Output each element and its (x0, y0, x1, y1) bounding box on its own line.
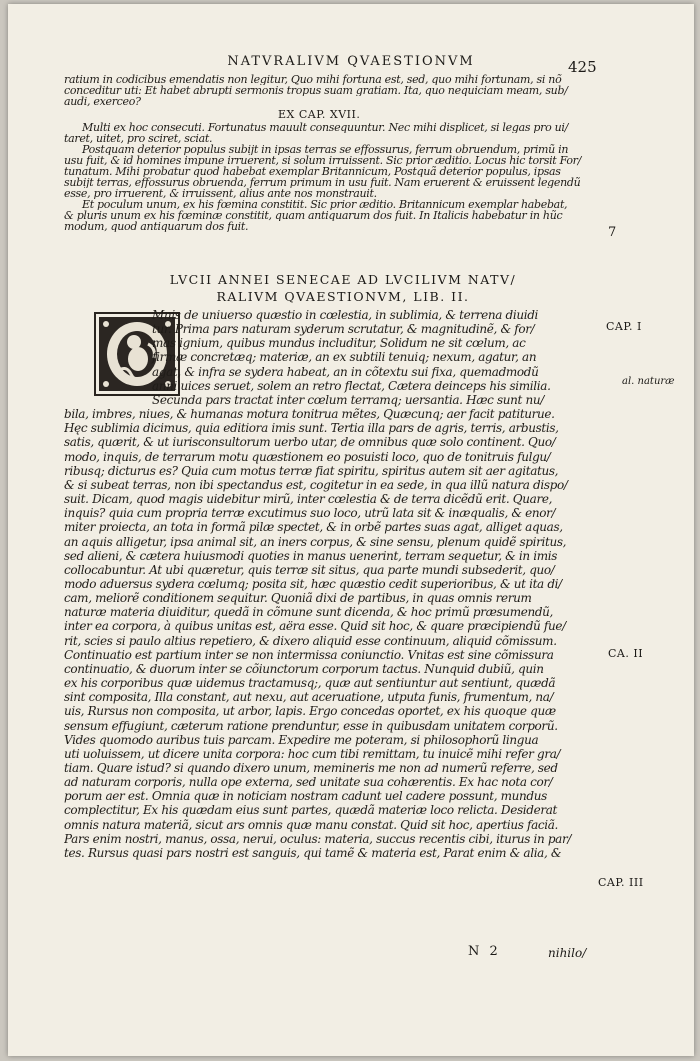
text-line: uis, Rursus non composita, ut arbor, lapis. Ergo concedas oportet, ex his quoque quæ (64, 704, 556, 719)
signature-mark: N 2 (468, 944, 501, 959)
book-page (8, 4, 694, 1056)
text-line: ex his corporibus quæ uidemus tractamusq;, quæ aut sentiuntur aut sentiunt, quædã (64, 676, 556, 691)
catchword: nihilo/ (548, 946, 587, 960)
text-line: tur. Prima pars naturam syderum scrutatur, & magnitudinẽ, & for/ (152, 322, 535, 337)
top-commentary-block (64, 74, 596, 107)
commentary-line: conceditur uti: Et habet abrupti sermonis tropus suam gratiam. Ita, quo nequiciam meam, sub/ (64, 85, 568, 96)
text-line: ad naturam corporis, nulla ope externa, sed unitate sua cohærentis. Ex hac nota cor/ (64, 775, 553, 790)
text-line: Pars enim nostri, manus, ossa, nerui, oculus: materia, succus recentis cibi, iturus in par/ (64, 831, 572, 846)
book-title-line-2: RALIVM QVAESTIONVM, LIB. II. (216, 289, 470, 304)
commentary-line: usu fuit, & id homines impune irruerent, si solum irruissent. Sic prior æditio. Locus hic torsit For/ (64, 155, 582, 166)
commentary-line: tunatum. Mihi probatur quod habebat exemplar Britannicum, Postquã deterior populus, ipsas (64, 166, 561, 177)
text-line: Secunda pars tractat inter cœlum terramq; uersantia. Hæc sunt nu/ (152, 392, 544, 407)
page-number: 425 (568, 58, 597, 76)
commentary-line: & pluris unum ex his fœminæ constitit, quam antiquarum dos fuit. In Italicis habebatur in hũc (64, 210, 563, 221)
text-line: inquis? quia cum propria terræ excutimus suo loco, utrũ lata sit & inæqualis, & enor/ (64, 506, 556, 521)
book-title-line-1: LVCII ANNEI SENECAE AD LVCILIVM NATV/ (169, 272, 517, 287)
text-line: collocabuntur. At ubi quæretur, quis terræ sit situs, qua parte mundi subsederit, quo/ (64, 562, 555, 577)
text-line: continuatio, & duorum inter se cõiunctorum corporum tactus. Nunquid dubiũ, quin (64, 661, 544, 676)
text-line: porum aer est. Omnia quæ in noticiam nostram cadunt uel cadere possunt, mundus (64, 789, 547, 804)
text-line: & si subeat terras, non ibi spectandus est, cogitetur in ea sede, in qua illũ natura dispo/ (64, 477, 568, 492)
text-line: Hęc sublimia dicimus, quia editiora imis sunt. Tertia illa pars de agris, terris, arbustis, (64, 421, 559, 436)
text-line: satis, quærit, & ut iurisconsultorum uerbo utar, de omnibus quæ solo continent. Quo/ (64, 435, 556, 450)
text-line: Vides quomodo auribus tuis parcam. Expedire me poteram, si philosophorũ lingua (64, 732, 539, 747)
text-line: bila, imbres, niues, & humanas motura tonitrua mẽtes, Quæcunq; aer facit patiturue. (64, 407, 555, 422)
text-line: miter proiecta, an tota in formã pilæ spectet, & in orbẽ partes suas agat, alliget aquas, (64, 520, 563, 535)
margin-cap-1: CAP. I (606, 320, 642, 333)
text-line: Continuatio est partium inter se non intermissa coniunctio. Vnitas est sine cõmissura (64, 647, 554, 662)
margin-cap-3: CAP. III (598, 876, 644, 889)
text-line: cam, meliorẽ conditionem sequitur. Quoniã dixi de partibus, in quas omnis rerum (64, 591, 532, 606)
text-line: modo aduersus sydera cœlumq; posita sit, hæc quæstio cedit superioribus, & ut ita di/ (64, 576, 562, 591)
commentary-line: Et poculum unum, ex his fœmina constitit. Sic prior æditio. Britannicum exemplar habebat, (82, 199, 568, 210)
chapter-heading: EX CAP. XVII. (278, 108, 361, 121)
text-line: modo, inquis, de terrarum motu quæstionem eo posuisti loco, quo de tonitruis fulgu/ (64, 449, 551, 464)
text-line: sed alieni, & cætera huiusmodi quoties in manus uenerint, terram sequetur, & in imis (64, 548, 558, 563)
commentary-line: taret, uitet, pro sciret, sciat. (64, 133, 213, 144)
commentary-line: subijt terras, effossurus obruenda, ferrum primum in usu fuit. Nam eruerent & eruissent legendũ (64, 177, 581, 188)
main-text (64, 308, 600, 860)
text-line: tes. Rursus quasi pars nostri est sanguis, qui tamẽ & materia est, Parat enim & alia, & (64, 845, 562, 860)
commentary-line: Postquam deterior populus subijt in ipsas terras se effossurus, ferrum obruendum, primũ in (82, 144, 569, 155)
text-line: firmæ concretæq; materiæ, an ex subtili tenuiq; nexum, agatur, an (152, 350, 537, 365)
commentary-line: audi, exerceo? (64, 96, 141, 107)
margin-number: 7 (608, 225, 617, 240)
top-commentary-block-2 (64, 122, 596, 232)
text-line: suit. Dicam, quod magis uidebitur mirũ, inter cœlestia & de terra dicẽdũ erit. Quare, (64, 492, 553, 507)
text-line: rit, scies si paulo altius repetiero, & dixero aliquid esse continuum, aliquid cõmissum. (64, 633, 557, 648)
text-line: omnis natura materiã, sicut ars omnis quæ manu constat. Quid sit hoc, apertius faciã. (64, 817, 558, 832)
text-line: mas ignium, quibus mundus includitur, Solidum ne sit cœlum, ac (152, 336, 526, 351)
margin-cap-2: CA. II (608, 647, 644, 660)
text-line: tiam. Quare istud? si quando dixero unum, memineris me non ad numerũ referre, sed (64, 761, 558, 775)
text-line: naturæ materia diuiditur, quedã in cõmune sunt dicenda, & hoc primũ præsumendũ, (64, 605, 554, 620)
text-line: anni uices seruet, solem an retro flectat, Cætera deinceps his similia. (152, 378, 551, 393)
text-line: sint composita, Illa constant, aut nexu, aut aceruatione, utputa funis, frumentum, na/ (64, 690, 554, 705)
text-line: ribusq; dicturus es? Quia cum motus terræ fiat spiritu, spiritus autem sit aer agitatus, (64, 463, 559, 478)
margin-variant-note: al. naturæ (622, 376, 675, 387)
text-line: uti uoluissem, ut dicere unita corpora: hoc cum tibi remittam, tu inuicẽ mihi refer gra/ (64, 746, 561, 761)
commentary-line: Multi ex hoc consecuti. Fortunatus mauult consequuntur. Nec mihi displicet, si legas pro ui/ (82, 122, 569, 133)
text-line: an aquis alligetur, ipsa animal sit, an iners corpus, & sine sensu, plenum quidẽ spiritus, (64, 534, 567, 549)
text-line: inter ea corpora, à quibus unitas est, aëra esse. Quid sit hoc, & quare præcipiendũ fue/ (64, 619, 566, 634)
text-line: Mnis de uniuerso quæstio in cœlestia, in sublimia, & terrena diuidi (152, 308, 539, 322)
text-line: sensum effugiunt, cæterum ratione prenduntur, esse in quibusdam unitatem corporũ. (64, 718, 558, 733)
commentary-line: ratium in codicibus emendatis non legitur, Quo mihi fortuna est, sed, quo mihi fortunam, si nõ (64, 74, 562, 85)
commentary-line: modum, quod antiquarum dos fuit. (64, 221, 249, 232)
commentary-line: esse, pro irruerent, & irruissent, alius ante nos monstrauit. (64, 188, 377, 199)
running-head: NATVRALIVM QVAESTIONVM (227, 54, 475, 69)
text-line: agat, & infra se sydera habeat, an in cõtextu sui fixa, quemadmodũ (152, 364, 539, 379)
text-line: complectitur, Ex his quædam eius sunt partes, quædã materiæ loco relicta. Desiderat (64, 803, 557, 818)
